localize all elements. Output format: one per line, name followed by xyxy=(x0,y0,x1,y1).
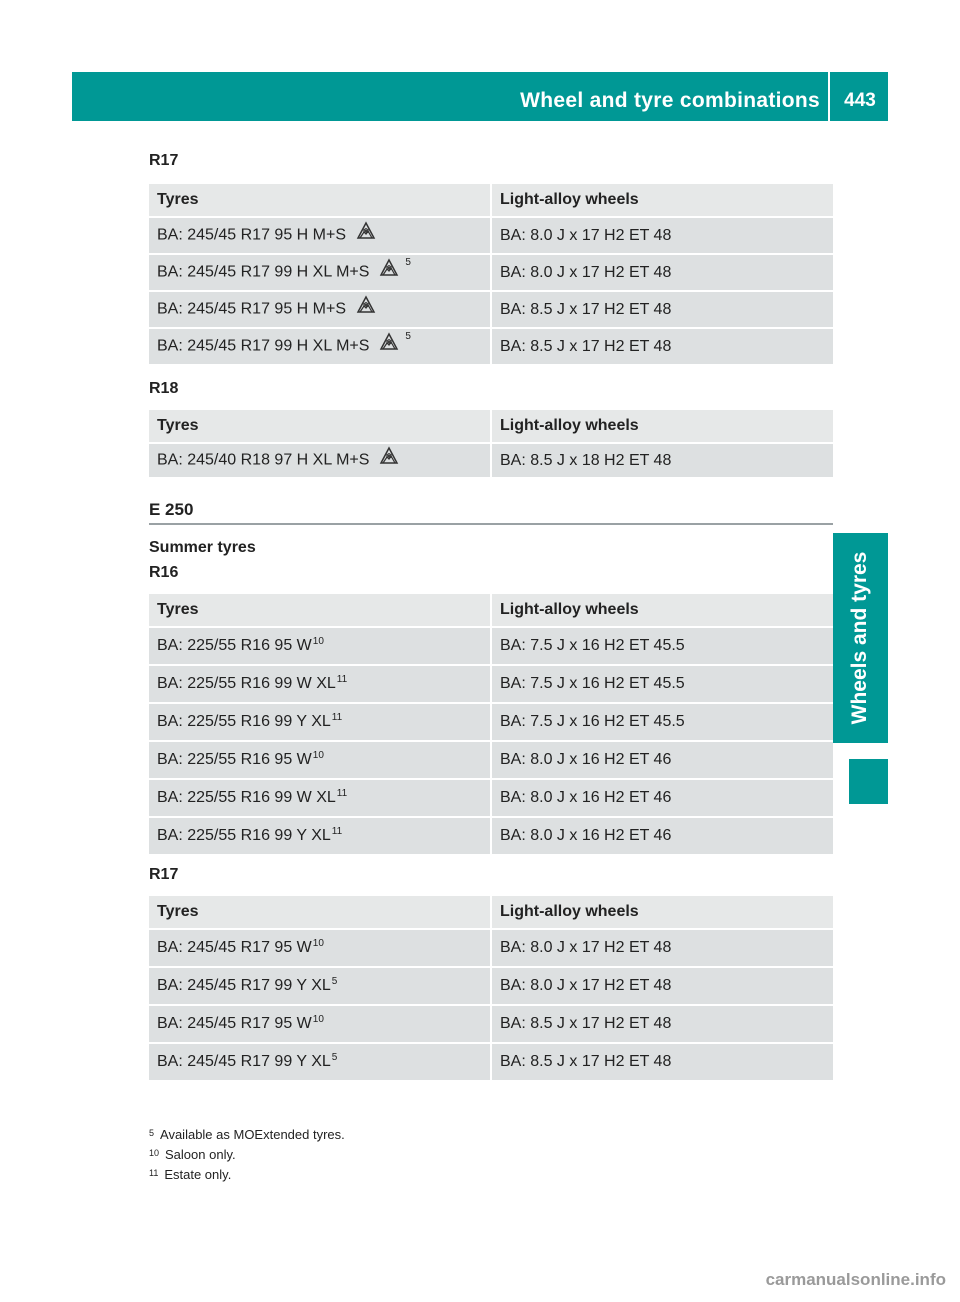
tyre-cell xyxy=(149,741,491,779)
wheel-spec: BA: 7.5 J x 16 H2 ET 45.5 xyxy=(500,675,685,692)
wheel-spec: BA: 8.0 J x 16 H2 ET 46 xyxy=(500,827,672,844)
summer-tyres-heading: Summer tyres xyxy=(149,539,256,556)
wheel-cell xyxy=(491,1005,833,1043)
wheel-spec: BA: 8.5 J x 17 H2 ET 48 xyxy=(500,1053,672,1070)
table-row xyxy=(149,291,833,328)
footnote-ref: 10 xyxy=(312,636,324,647)
wheel-cell xyxy=(491,929,833,967)
snowflake-mountain-icon xyxy=(356,295,376,320)
footnote-mark: 10 xyxy=(149,1148,160,1158)
footnote-ref: 10 xyxy=(312,1014,324,1025)
side-tab-marker xyxy=(849,759,888,804)
wheel-spec: BA: 7.5 J x 16 H2 ET 45.5 xyxy=(500,637,685,654)
snowflake-mountain-icon xyxy=(356,221,376,246)
wheel-cell xyxy=(491,443,833,478)
tyre-table-r17-summer xyxy=(149,896,833,1082)
table-row xyxy=(149,217,833,254)
chapter-title: Wheel and tyre combinations xyxy=(520,89,820,112)
wheel-cell xyxy=(491,665,833,703)
footnote-text: Estate only. xyxy=(164,1167,232,1182)
tyre-spec: BA: 225/55 R16 95 W xyxy=(157,751,312,768)
tyre-spec: BA: 245/45 R17 95 W xyxy=(157,939,312,956)
wheel-cell xyxy=(491,328,833,365)
tyre-spec: BA: 245/40 R18 97 H XL M+S xyxy=(157,451,370,469)
table-row xyxy=(149,627,833,665)
table-header-row xyxy=(149,410,833,443)
tyre-cell xyxy=(149,627,491,665)
tyre-cell xyxy=(149,779,491,817)
table-header-row xyxy=(149,896,833,929)
tyre-spec: BA: 245/45 R17 99 Y XL xyxy=(157,977,331,994)
section-divider xyxy=(149,523,833,525)
wheel-cell xyxy=(491,254,833,291)
table-row xyxy=(149,929,833,967)
footnote-ref: 11 xyxy=(331,712,343,723)
table-row xyxy=(149,703,833,741)
page-header xyxy=(72,72,888,121)
table-row xyxy=(149,1043,833,1081)
column-header-tyres: Tyres xyxy=(149,410,491,443)
table-row xyxy=(149,443,833,478)
wheel-cell xyxy=(491,291,833,328)
section-label-r17-summer: R17 xyxy=(149,866,179,883)
column-header-wheels: Light-alloy wheels xyxy=(491,896,833,929)
wheel-cell xyxy=(491,627,833,665)
tyre-spec: BA: 225/55 R16 99 W XL xyxy=(157,675,336,692)
tyre-spec: BA: 225/55 R16 99 Y XL xyxy=(157,827,331,844)
footnote-ref: 5 xyxy=(331,976,338,987)
footnote xyxy=(149,1165,345,1185)
tyre-cell xyxy=(149,254,491,291)
wheel-spec: BA: 8.5 J x 17 H2 ET 48 xyxy=(500,337,672,355)
column-header-wheels: Light-alloy wheels xyxy=(491,410,833,443)
page-number: 443 xyxy=(844,90,876,111)
footnotes xyxy=(149,1125,345,1185)
wheel-cell xyxy=(491,967,833,1005)
column-header-tyres: Tyres xyxy=(149,594,491,627)
wheel-spec: BA: 8.0 J x 17 H2 ET 48 xyxy=(500,263,672,281)
section-label-r17: R17 xyxy=(149,152,179,169)
footnote-ref: 5 xyxy=(331,1052,338,1063)
footnote-ref: 10 xyxy=(312,750,324,761)
column-header-tyres: Tyres xyxy=(149,896,491,929)
tyre-spec: BA: 245/45 R17 99 H XL M+S xyxy=(157,337,370,355)
model-heading: E 250 xyxy=(149,500,194,519)
tyre-cell xyxy=(149,291,491,328)
wheel-spec: BA: 8.5 J x 18 H2 ET 48 xyxy=(500,451,672,469)
table-row xyxy=(149,741,833,779)
tyre-cell xyxy=(149,443,491,478)
table-row xyxy=(149,817,833,855)
footnote-ref: 5 xyxy=(405,331,411,342)
tyre-table-r17 xyxy=(149,184,833,366)
footnote-ref: 5 xyxy=(405,257,411,268)
wheel-spec: BA: 8.5 J x 17 H2 ET 48 xyxy=(500,300,672,318)
wheel-cell xyxy=(491,817,833,855)
wheel-spec: BA: 7.5 J x 16 H2 ET 45.5 xyxy=(500,713,685,730)
section-label-r16: R16 xyxy=(149,564,179,581)
header-divider xyxy=(828,72,830,121)
footnote-mark: 5 xyxy=(149,1128,155,1138)
column-header-wheels: Light-alloy wheels xyxy=(491,184,833,217)
footnote-text: Saloon only. xyxy=(165,1147,236,1162)
table-header-row xyxy=(149,184,833,217)
table-row xyxy=(149,779,833,817)
snowflake-mountain-icon xyxy=(379,446,399,471)
footnote xyxy=(149,1125,345,1145)
footnote-ref: 11 xyxy=(331,826,343,837)
table-row xyxy=(149,967,833,1005)
wheel-spec: BA: 8.0 J x 17 H2 ET 48 xyxy=(500,939,672,956)
snowflake-mountain-icon xyxy=(379,258,399,283)
tyre-table-r16 xyxy=(149,594,833,856)
table-row xyxy=(149,665,833,703)
wheel-cell xyxy=(491,217,833,254)
tyre-cell xyxy=(149,967,491,1005)
tyre-table-r18 xyxy=(149,410,833,479)
tyre-spec: BA: 245/45 R17 99 H XL M+S xyxy=(157,263,370,281)
wheel-cell xyxy=(491,703,833,741)
table-header-row xyxy=(149,594,833,627)
footnote-mark: 11 xyxy=(149,1168,159,1178)
tyre-cell xyxy=(149,665,491,703)
watermark: carmanualsonline.info xyxy=(765,1270,946,1289)
tyre-spec: BA: 245/45 R17 95 W xyxy=(157,1015,312,1032)
table-row xyxy=(149,1005,833,1043)
tyre-spec: BA: 245/45 R17 95 H M+S xyxy=(157,226,346,244)
snowflake-mountain-icon xyxy=(379,332,399,357)
tyre-spec: BA: 245/45 R17 95 H M+S xyxy=(157,300,346,318)
tyre-cell xyxy=(149,1005,491,1043)
column-header-wheels: Light-alloy wheels xyxy=(491,594,833,627)
wheel-cell xyxy=(491,779,833,817)
tyre-cell xyxy=(149,328,491,365)
tyre-cell xyxy=(149,929,491,967)
footnote xyxy=(149,1145,345,1165)
wheel-cell xyxy=(491,1043,833,1081)
wheel-spec: BA: 8.0 J x 16 H2 ET 46 xyxy=(500,751,672,768)
wheel-spec: BA: 8.0 J x 16 H2 ET 46 xyxy=(500,789,672,806)
wheel-spec: BA: 8.0 J x 17 H2 ET 48 xyxy=(500,977,672,994)
footnote-ref: 10 xyxy=(312,938,324,949)
section-label-r18: R18 xyxy=(149,380,179,397)
tyre-cell xyxy=(149,703,491,741)
wheel-cell xyxy=(491,741,833,779)
wheel-spec: BA: 8.0 J x 17 H2 ET 48 xyxy=(500,226,672,244)
tyre-cell xyxy=(149,1043,491,1081)
footnote-ref: 11 xyxy=(336,788,348,799)
tyre-spec: BA: 245/45 R17 99 Y XL xyxy=(157,1053,331,1070)
tyre-cell xyxy=(149,817,491,855)
column-header-tyres: Tyres xyxy=(149,184,491,217)
tyre-cell xyxy=(149,217,491,254)
table-row xyxy=(149,328,833,365)
wheel-spec: BA: 8.5 J x 17 H2 ET 48 xyxy=(500,1015,672,1032)
footnote-ref: 11 xyxy=(336,674,348,685)
tyre-spec: BA: 225/55 R16 99 W XL xyxy=(157,789,336,806)
tyre-spec: BA: 225/55 R16 99 Y XL xyxy=(157,713,331,730)
footnote-text: Available as MOExtended tyres. xyxy=(160,1127,345,1142)
table-row xyxy=(149,254,833,291)
tyre-spec: BA: 225/55 R16 95 W xyxy=(157,637,312,654)
